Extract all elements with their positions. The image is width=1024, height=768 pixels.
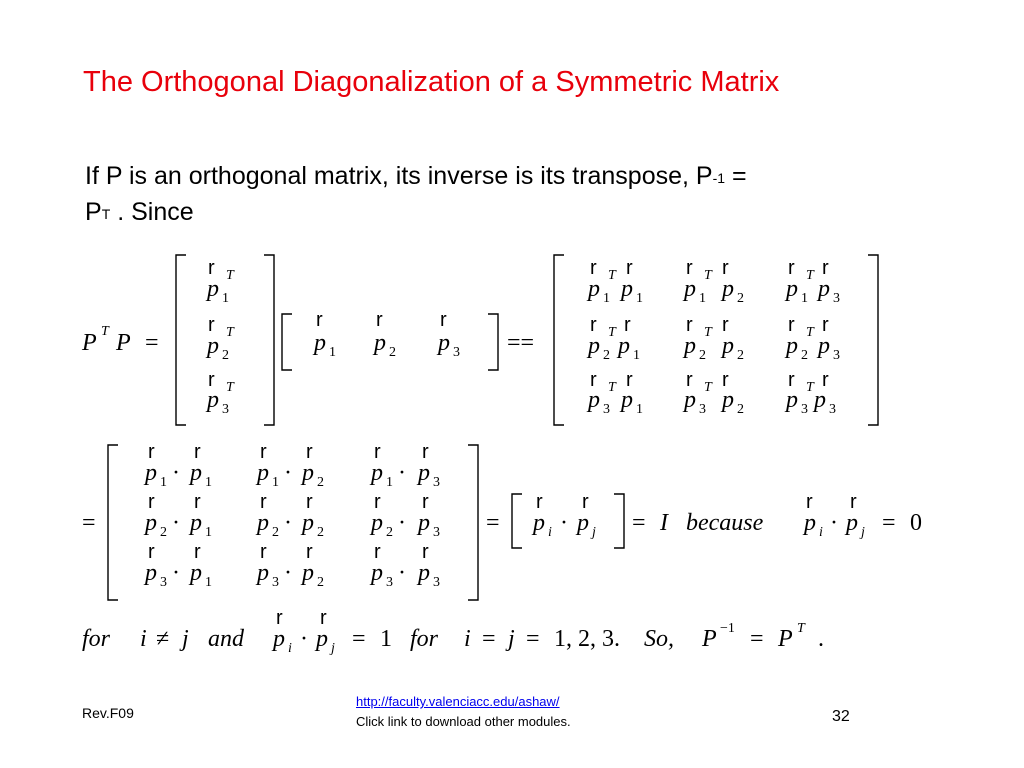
pm-p: p — [684, 333, 696, 359]
dm-p: p — [302, 510, 314, 536]
footer-revision: Rev.F09 — [82, 705, 134, 721]
pm-p: p — [684, 387, 696, 413]
dm-sub: 1 — [386, 475, 393, 490]
dm-dot: · — [398, 460, 406, 486]
pm-p: p — [588, 387, 600, 413]
row-p: p — [438, 330, 450, 356]
b3-i: i — [288, 641, 292, 656]
vec-mark: r — [686, 257, 693, 279]
vec-mark: r — [306, 491, 313, 513]
pij-p2: p — [577, 510, 589, 536]
dm-dot: · — [172, 510, 180, 536]
eq1-P2: P — [116, 330, 131, 356]
pm-sub: 2 — [801, 348, 808, 363]
vec-mark: r — [722, 314, 729, 336]
and-word: and — [208, 626, 244, 652]
dm-dot: · — [398, 560, 406, 586]
product-matrix-row-1 — [586, 257, 840, 306]
dm-sub: 3 — [386, 575, 393, 590]
pm-T: T — [608, 325, 616, 340]
pij-j: j — [592, 525, 596, 540]
dm-sub: 1 — [272, 475, 279, 490]
PT-T: T — [797, 621, 805, 636]
dm-p: p — [190, 510, 202, 536]
cond-zero: 0 — [910, 510, 922, 536]
pm-sub: 3 — [833, 348, 840, 363]
vec-mark: r — [276, 607, 283, 629]
pm-p: p — [818, 333, 830, 359]
dm-sub: 2 — [317, 575, 324, 590]
dot-matrix-row-2 — [143, 491, 440, 540]
pm-sub: 2 — [737, 291, 744, 306]
vec-mark: r — [422, 441, 429, 463]
vec-mark: r — [822, 314, 829, 336]
index-list: 1, 2, 3. — [554, 626, 620, 652]
vec-mark: r — [788, 369, 795, 391]
dm-p: p — [418, 560, 430, 586]
pm-p: p — [786, 276, 798, 302]
b3-eq: = — [352, 626, 366, 652]
col-p: p — [207, 387, 219, 413]
vec-mark: r — [590, 257, 597, 279]
pm-T: T — [608, 268, 616, 283]
vec-mark: r — [194, 491, 201, 513]
for2-j: j — [508, 626, 515, 652]
dm-p: p — [145, 510, 157, 536]
pm-p: p — [684, 276, 696, 302]
pm-p: p — [722, 276, 734, 302]
eq2-eq-b: = — [486, 510, 500, 536]
pm-sub: 1 — [699, 291, 706, 306]
cond-j: j — [861, 525, 865, 540]
pm-T: T — [704, 268, 712, 283]
dm-p: p — [257, 460, 269, 486]
pm-sub: 2 — [737, 402, 744, 417]
vec-mark: r — [374, 491, 381, 513]
vec-mark: r — [260, 541, 267, 563]
b3-p: p — [273, 626, 285, 652]
for2-eq: = — [482, 626, 496, 652]
vec-mark: r — [686, 314, 693, 336]
vec-mark: r — [850, 491, 857, 513]
vec-mark: r — [260, 441, 267, 463]
dm-sub: 2 — [317, 525, 324, 540]
dm-p: p — [371, 460, 383, 486]
vec-mark: r — [788, 257, 795, 279]
for2-eq2: = — [526, 626, 540, 652]
identity-I: I — [660, 510, 668, 536]
dm-dot: · — [284, 510, 292, 536]
vec-mark: r — [822, 257, 829, 279]
pm-p: p — [621, 276, 633, 302]
b3-one: 1 — [380, 626, 392, 652]
pm-p: p — [786, 387, 798, 413]
pm-sub: 1 — [633, 348, 640, 363]
col-p: p — [207, 333, 219, 359]
pm-p: p — [618, 333, 630, 359]
eq2-eq-c: = — [632, 510, 646, 536]
vec-mark: r — [822, 369, 829, 391]
pm-p: p — [722, 387, 734, 413]
pm-sub: 1 — [603, 291, 610, 306]
because-word: because — [686, 510, 764, 536]
col-p: p — [207, 276, 219, 302]
dm-dot: · — [398, 510, 406, 536]
b3-j: j — [331, 641, 335, 656]
dm-p: p — [302, 460, 314, 486]
eq1-double-eq: == — [507, 330, 535, 356]
pij-dot: · — [560, 510, 568, 536]
row-p: p — [374, 330, 386, 356]
cond-dot: · — [830, 510, 838, 536]
dm-p: p — [190, 460, 202, 486]
pm-sub: 3 — [833, 291, 840, 306]
dm-dot: · — [172, 560, 180, 586]
dm-p: p — [302, 560, 314, 586]
vec-mark: r — [306, 541, 313, 563]
pm-T: T — [608, 380, 616, 395]
pm-sub: 3 — [829, 402, 836, 417]
dm-sub: 2 — [272, 525, 279, 540]
eq1-P: P — [82, 330, 97, 356]
vec-mark: r — [208, 314, 215, 336]
b3-p2: p — [316, 626, 328, 652]
intro-line1: If P is an orthogonal matrix, its inverse is its transpose, P — [85, 162, 713, 190]
slide-title: The Orthogonal Diagonalization of a Symmetric Matrix — [83, 66, 780, 98]
intro-sup-transpose: T — [101, 206, 111, 222]
vec-mark: r — [376, 309, 383, 331]
col-sub: 2 — [222, 348, 229, 363]
vec-mark: r — [306, 441, 313, 463]
vec-mark: r — [316, 309, 323, 331]
dot-matrix-row-1 — [143, 441, 440, 490]
col-sub: 1 — [222, 291, 229, 306]
pm-sub: 2 — [699, 348, 706, 363]
dm-p: p — [418, 510, 430, 536]
pm-sub: 1 — [801, 291, 808, 306]
vec-mark: r — [148, 541, 155, 563]
pm-sub: 3 — [603, 402, 610, 417]
for-j: j — [182, 626, 189, 652]
bracket-lines — [108, 255, 878, 600]
pij-p: p — [533, 510, 545, 536]
cond-i: i — [819, 525, 823, 540]
pm-sub: 2 — [603, 348, 610, 363]
vec-mark: r — [722, 369, 729, 391]
row-p: p — [314, 330, 326, 356]
for-word: for — [82, 626, 111, 652]
pm-sub: 3 — [801, 402, 808, 417]
vec-mark: r — [686, 369, 693, 391]
vec-mark: r — [806, 491, 813, 513]
product-matrix-row-3 — [586, 369, 836, 417]
pm-p: p — [588, 276, 600, 302]
dm-p: p — [257, 560, 269, 586]
intro-sup-inverse: -1 — [712, 170, 726, 186]
for-word-2: for — [410, 626, 439, 652]
dm-sub: 3 — [272, 575, 279, 590]
vec-mark: r — [194, 541, 201, 563]
pm-p: p — [588, 333, 600, 359]
vec-mark: r — [148, 441, 155, 463]
row-sub: 3 — [453, 345, 460, 360]
pm-p: p — [814, 387, 826, 413]
pm-sub: 1 — [636, 291, 643, 306]
vec-mark: r — [582, 491, 589, 513]
pm-T: T — [806, 268, 814, 283]
neq-sign: ≠ — [156, 626, 170, 652]
dot-matrix-row-3 — [143, 541, 440, 590]
vec-mark: r — [440, 309, 447, 331]
pm-T: T — [704, 325, 712, 340]
pm-T: T — [806, 380, 814, 395]
pm-p: p — [818, 276, 830, 302]
eq2-eq: = — [82, 510, 96, 536]
vec-mark: r — [590, 369, 597, 391]
vec-mark: r — [260, 491, 267, 513]
pij-i: i — [548, 525, 552, 540]
vec-mark: r — [194, 441, 201, 463]
vec-mark: r — [624, 314, 631, 336]
intro-line2-rest: . Since — [110, 198, 194, 226]
intro-eq: = — [725, 162, 747, 190]
for-i: i — [140, 626, 147, 652]
vec-mark: r — [320, 607, 327, 629]
for2-i: i — [464, 626, 471, 652]
dm-sub: 2 — [317, 475, 324, 490]
col-T: T — [226, 268, 234, 283]
vec-mark: r — [422, 541, 429, 563]
pm-sub: 2 — [737, 348, 744, 363]
pm-sub: 1 — [636, 402, 643, 417]
vec-mark: r — [788, 314, 795, 336]
page-number: 32 — [832, 708, 850, 725]
vec-mark: r — [208, 369, 215, 391]
pm-p: p — [786, 333, 798, 359]
so-word: So, — [644, 626, 674, 652]
dm-p: p — [145, 560, 157, 586]
pm-p: p — [621, 387, 633, 413]
vec-mark: r — [422, 491, 429, 513]
dm-dot: · — [172, 460, 180, 486]
vec-mark: r — [722, 257, 729, 279]
dm-sub: 1 — [205, 575, 212, 590]
cond-p: p — [804, 510, 816, 536]
vec-mark: r — [374, 541, 381, 563]
Pinv-P: P — [702, 626, 717, 652]
eq1-eq: = — [145, 330, 159, 356]
col-T: T — [226, 325, 234, 340]
cond-eq: = — [882, 510, 896, 536]
footer-note: Click link to download other modules. — [356, 714, 571, 729]
vec-mark: r — [626, 369, 633, 391]
b3-dot: · — [300, 626, 308, 652]
dm-p: p — [371, 560, 383, 586]
dm-p: p — [145, 460, 157, 486]
dm-p: p — [257, 510, 269, 536]
dm-p: p — [371, 510, 383, 536]
dm-sub: 3 — [433, 575, 440, 590]
col-sub: 3 — [222, 402, 229, 417]
dm-sub: 2 — [160, 525, 167, 540]
vec-mark: r — [536, 491, 543, 513]
dm-sub: 1 — [160, 475, 167, 490]
intro-p: P — [85, 198, 102, 226]
cond-p2: p — [846, 510, 858, 536]
pm-T: T — [806, 325, 814, 340]
dm-sub: 2 — [386, 525, 393, 540]
row-sub: 1 — [329, 345, 336, 360]
dm-sub: 1 — [205, 525, 212, 540]
dm-sub: 3 — [160, 575, 167, 590]
col-T: T — [226, 380, 234, 395]
dm-dot: · — [284, 560, 292, 586]
download-link[interactable]: http://faculty.valenciacc.edu/ashaw/ — [356, 694, 560, 709]
vec-mark: r — [626, 257, 633, 279]
vec-mark: r — [148, 491, 155, 513]
pm-sub: 3 — [699, 402, 706, 417]
final-eq: = — [750, 626, 764, 652]
dm-p: p — [418, 460, 430, 486]
final-period: . — [818, 626, 824, 652]
row-sub: 2 — [389, 345, 396, 360]
dm-sub: 1 — [205, 475, 212, 490]
vec-mark: r — [208, 257, 215, 279]
vec-mark: r — [590, 314, 597, 336]
dm-p: p — [190, 560, 202, 586]
pm-p: p — [722, 333, 734, 359]
Pinv-exp: −1 — [720, 621, 735, 636]
pm-T: T — [704, 380, 712, 395]
dm-sub: 3 — [433, 475, 440, 490]
PT-P: P — [778, 626, 793, 652]
product-matrix-row-2 — [586, 314, 840, 363]
dm-dot: · — [284, 460, 292, 486]
eq1-T: T — [101, 324, 109, 339]
dm-sub: 3 — [433, 525, 440, 540]
vec-mark: r — [374, 441, 381, 463]
